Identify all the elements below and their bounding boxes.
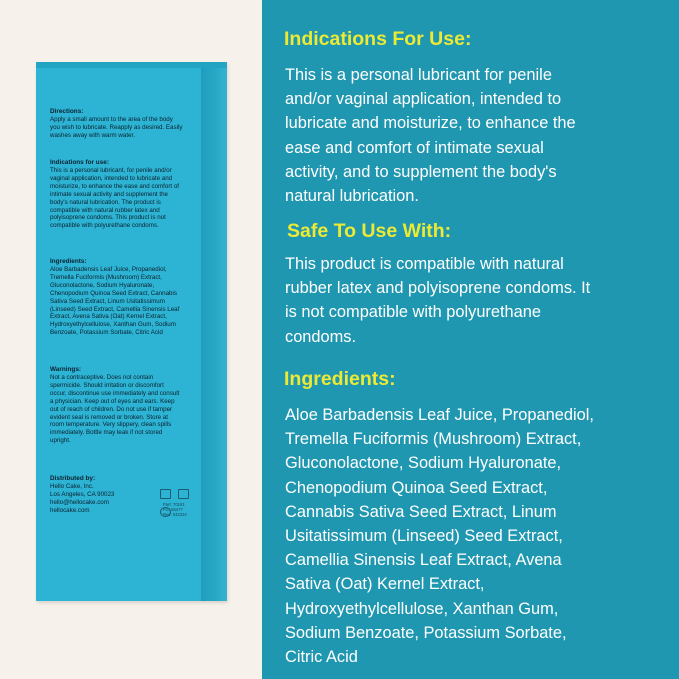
box-indications-line: vaginal application, intended to lubricate and [50, 174, 173, 182]
safe-heading: Safe To Use With: [287, 220, 452, 242]
box-directions-line: washes away with warm water. [50, 131, 135, 139]
box-indications-line: compatible with natural rubber latex and [50, 206, 160, 214]
box-code-line: FG: 55477 [163, 507, 183, 513]
box-ingredients-line: Aloe Barbadensis Leaf Juice, Propanediol, [50, 266, 167, 273]
box-ingredients-line: (Linseed) Seed Extract, Camellia Sinensis Leaf [50, 305, 180, 313]
bottle-icon [178, 489, 189, 499]
box-directions-title: Directions: [50, 108, 84, 115]
ingredients-line: Aloe Barbadensis Leaf Juice, Propanediol, [285, 406, 594, 424]
indications-line: and/or vaginal application, intended to [285, 90, 562, 109]
box-warnings-line: occur, discontinue use immediately and consult [50, 389, 180, 397]
ingredients-line: Camellia Sinensis Leaf Extract, Avena [285, 551, 562, 570]
box-directions [50, 108, 202, 140]
ingredients-line: Citric Acid [285, 647, 358, 666]
box-warnings-line: a physician. Keep out of eyes and ears. Keep [50, 397, 175, 405]
box-warnings-line: room temperature. Very slippery, clean spills [50, 421, 172, 429]
box-distributor-line: hello@hellocake.com [50, 498, 109, 506]
ingredients-line: Sodium Benzoate, Potassium Sorbate, [285, 623, 567, 642]
box-indications-line: moisturize, to enhance the ease and comfort of [50, 182, 179, 190]
safe-line: This product is compatible with natural [285, 255, 564, 273]
box-warnings-line: spermicide. Should irritation or discomfort [50, 381, 164, 389]
box-indications-title: Indications for use: [50, 159, 109, 166]
box-ingredients-line: Chenopodium Quinoa Seed Extract, Cannabis [50, 289, 177, 297]
box-ingredients-line: Gluconolactone, Sodium Hyaluronate, [50, 281, 155, 289]
ingredients-line: Tremella Fuciformis (Mushroom) Extract, [285, 430, 582, 449]
box-directions-line: you wish to lubricate. Reapply as desired. Easily [50, 123, 183, 131]
box-indications [50, 159, 202, 230]
box-symbols [160, 486, 210, 498]
box-distributor-line: Los Angeles, CA 90023 [50, 490, 115, 498]
box-ingredients-line: Sativa Seed Extract, Linum Usitatissimum [50, 297, 165, 305]
ingredients-text [285, 403, 594, 669]
ingredients-line: Sativa (Oat) Kernel Extract, [285, 575, 485, 594]
ingredients-line: Cannabis Sativa Seed Extract, Linum [285, 502, 557, 521]
box-indications-line: compatible with polyurethane condoms. [50, 222, 159, 230]
box-warnings-line: Not a contraceptive. Does not contain [50, 374, 154, 381]
box-warnings-line: upright. [50, 437, 71, 445]
box-top-edge [36, 62, 227, 68]
box-ingredients-line: Extract, Avena Sativa (Oat) Kernel Extract, [50, 313, 167, 321]
indications-line: lubricate and moisturize, to enhance the [285, 114, 576, 133]
indications-line: This is a personal lubricant for penile [285, 66, 552, 84]
box-code-line: Rev: 042224 [163, 512, 187, 518]
box-ingredients-line: Hydroxyethylcellulose, Xanthan Gum, Sodium [50, 321, 176, 329]
box-directions-line: Apply a small amount to the area of the body [50, 116, 173, 123]
box-warnings-title: Warnings: [50, 366, 82, 373]
product-box [36, 62, 227, 601]
tub-icon [160, 489, 171, 499]
indications-text [285, 63, 576, 208]
ingredients-line: Usitatissimum (Linseed) Seed Extract, [285, 526, 563, 545]
ingredients-line: Gluconolactone, Sodium Hyaluronate, [285, 454, 562, 473]
box-indications-line: polyisoprene condoms. This product is not [50, 214, 166, 222]
box-warnings-line: evident seal is removed or broken. Store at [50, 413, 168, 421]
ingredients-line: Hydroxyethylcellulose, Xanthan Gum, [285, 599, 559, 618]
ingredients-heading: Ingredients: [284, 368, 396, 390]
box-distributor-line: hellocake.com [50, 506, 90, 514]
box-side-face [201, 62, 227, 601]
box-indications-line: body's natural lubrication. The product is [50, 198, 161, 206]
box-indications-line: intimate sexual activity and supplement the [50, 190, 168, 198]
box-ingredients-line: Tremella Fuciformis (Mushroom) Extract, [50, 273, 162, 281]
box-code-line: Part: 70181 [163, 502, 185, 507]
indications-line: ease and comfort of intimate sexual [285, 138, 544, 157]
safe-line: condoms. [285, 327, 357, 346]
safe-text [285, 252, 590, 349]
safe-line: rubber latex and polyisoprene condoms. It [285, 279, 591, 298]
product-photo [0, 0, 262, 679]
box-codes [163, 502, 187, 518]
safe-line: is not compatible with polyurethane [285, 303, 542, 322]
indications-heading: Indications For Use: [284, 28, 472, 50]
indications-line: natural lubrication. [285, 186, 419, 205]
box-warnings-line: immediately. Bottle may leak if not stored [50, 429, 163, 437]
box-distributed-title: Distributed by: [50, 475, 96, 482]
box-ingredients-line: Benzoate, Potassium Sorbate, Citric Acid [50, 329, 163, 337]
box-ingredients-title: Ingredients: [50, 258, 87, 265]
box-indications-line: This is a personal lubricant, for penile and/or [50, 167, 172, 174]
box-warnings-line: out of reach of children. Do not use if tamper [50, 405, 173, 413]
indications-line: activity, and to supplement the body's [285, 162, 557, 181]
box-distributor-line: Hello Cake, Inc. [50, 483, 94, 490]
ingredients-line: Chenopodium Quinoa Seed Extract, [285, 478, 548, 497]
box-ingredients [50, 258, 202, 337]
box-warnings [50, 366, 202, 445]
